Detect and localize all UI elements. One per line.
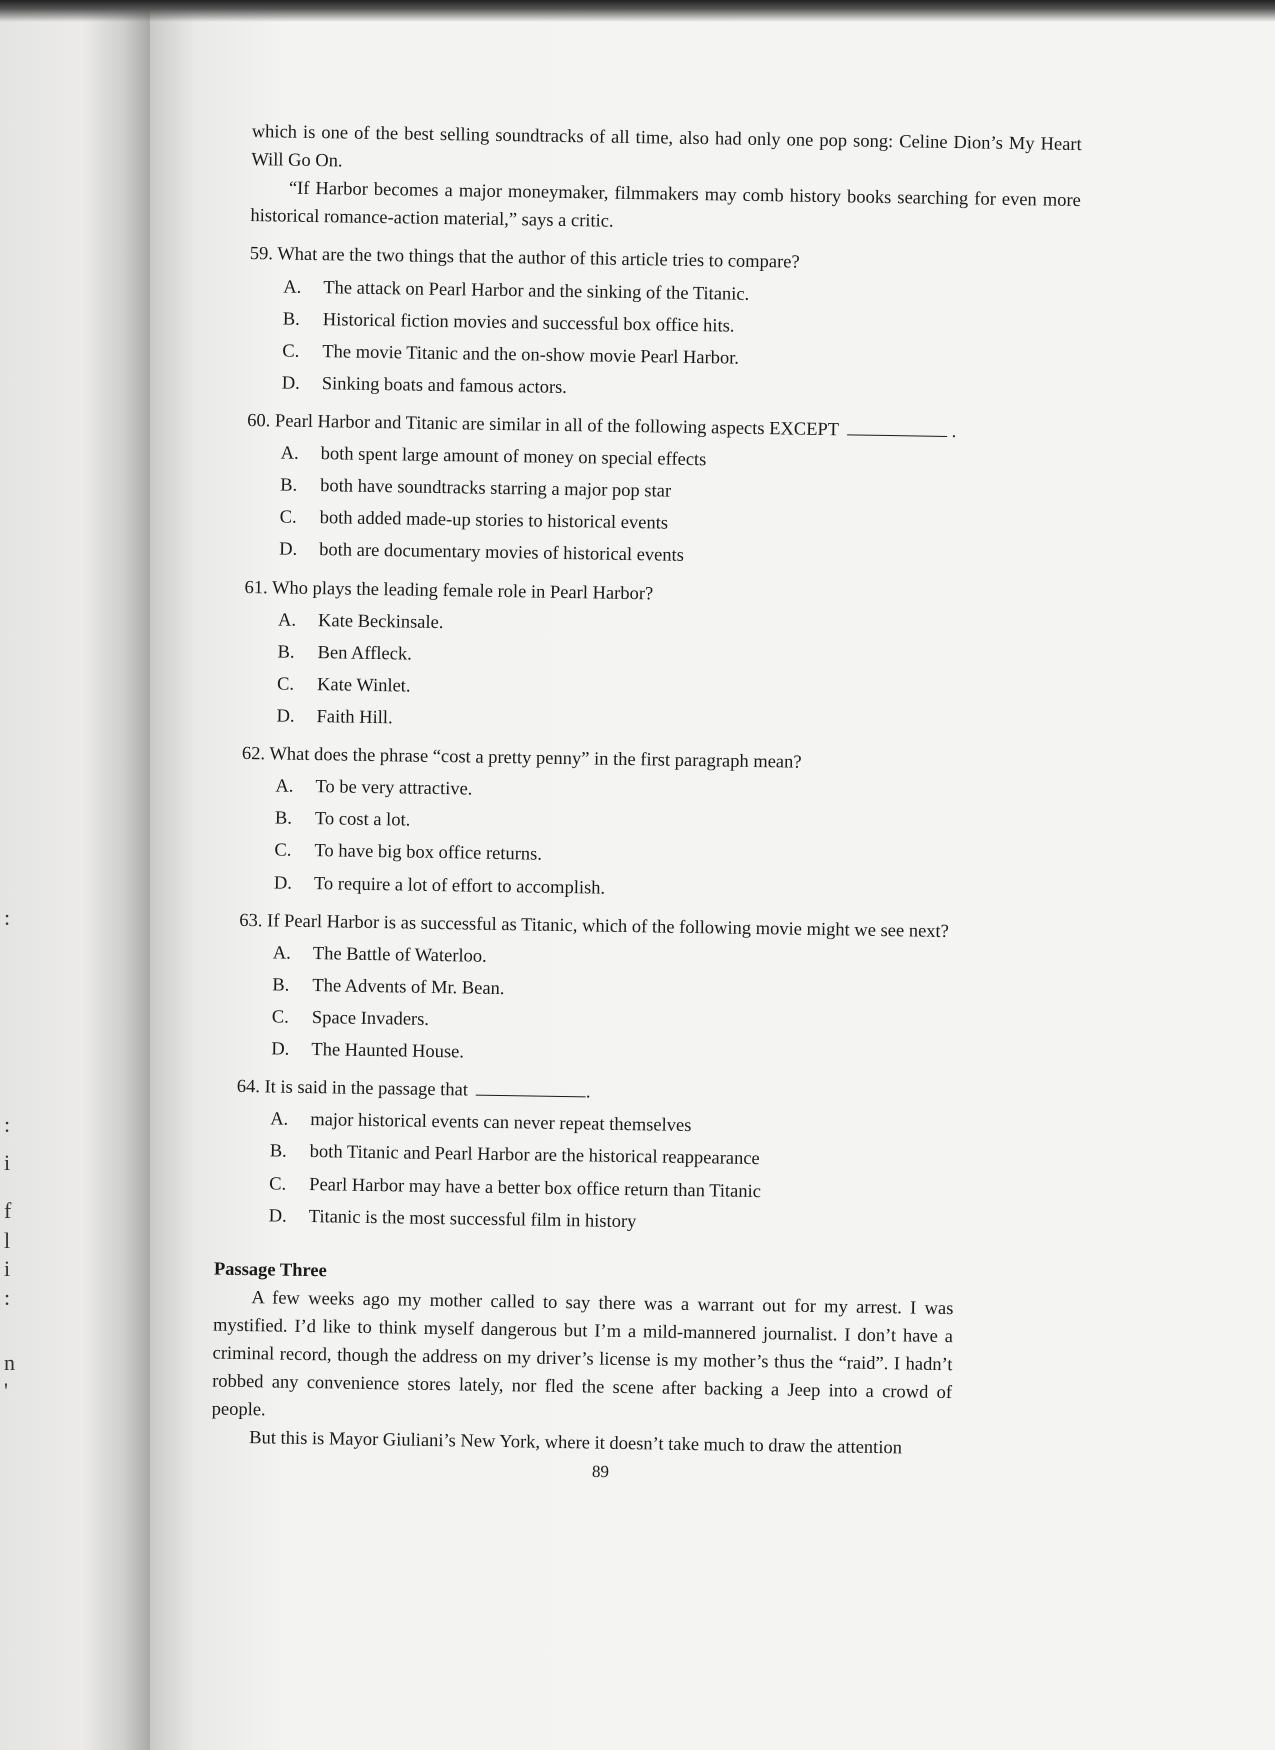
option-letter: B. bbox=[280, 475, 298, 496]
option-text: The attack on Pearl Harbor and the sinking of the Titanic. bbox=[323, 277, 750, 305]
question-64 bbox=[235, 1073, 1067, 1243]
option-text: Titanic is the most successful film in history bbox=[308, 1206, 637, 1232]
option-letter: A. bbox=[283, 277, 302, 298]
options-list bbox=[240, 772, 1072, 909]
question-number: 59. bbox=[249, 244, 274, 265]
option-text: Kate Winlet. bbox=[316, 674, 411, 697]
margin-char: ' bbox=[4, 1378, 8, 1403]
margin-char: f bbox=[4, 1198, 12, 1223]
options-list bbox=[245, 439, 1077, 576]
passage-paragraph-1: A few weeks ago my mother called to say there was a warrant out for my arrest. I was mystified. I’d like to think myself dangerous but I’m a mild-mannered journalist. I don’t have a criminal record, though the address on my driver’s license is my mother’s thus the “raid”. I hadn’t robbed any convenience stores lately, nor fled the scene after backing a Jeep into a crowd of people. bbox=[211, 1287, 954, 1421]
option-letter: C. bbox=[271, 1007, 289, 1028]
option-letter: D. bbox=[273, 872, 293, 894]
option-letter: C. bbox=[276, 674, 295, 695]
option-letter: C. bbox=[279, 507, 297, 529]
options-list bbox=[248, 273, 1080, 410]
option-text: both added made-up stories to historical events bbox=[319, 508, 669, 534]
option-letter: C. bbox=[274, 840, 292, 862]
option-text: Sinking boats and famous actors. bbox=[321, 374, 568, 398]
margin-char: : bbox=[4, 1112, 11, 1137]
passage-three bbox=[211, 1256, 1064, 1466]
option-text: Kate Beckinsale. bbox=[317, 610, 444, 633]
question-number: 62. bbox=[241, 744, 266, 765]
option-text: The Haunted House. bbox=[311, 1040, 465, 1063]
option-letter: D. bbox=[281, 373, 300, 394]
question-stem: Who plays the leading female role in Pearl Harbor? bbox=[271, 577, 654, 604]
option-text: both are documentary movies of historical events bbox=[319, 540, 685, 567]
question-stem: What does the phrase “cost a pretty penny” in the first paragraph mean? bbox=[269, 744, 802, 773]
option-letter: A. bbox=[270, 1109, 289, 1130]
option-text: The Battle of Waterloo. bbox=[312, 943, 487, 967]
margin-char: l bbox=[4, 1228, 11, 1253]
option-text: both have soundtracks starring a major pop star bbox=[320, 476, 672, 502]
margin-char: n bbox=[4, 1350, 15, 1375]
option-letter: B. bbox=[272, 975, 290, 996]
scan-top-shadow bbox=[0, 0, 1275, 22]
question-stem: If Pearl Harbor is as successful as Titanic, which of the following movie might we see next? bbox=[266, 910, 949, 942]
option-letter: C. bbox=[282, 341, 300, 362]
passage-paragraph-2: But this is Mayor Giuliani’s New York, where it doesn’t take much to draw the attention bbox=[249, 1428, 903, 1459]
option-letter: D. bbox=[268, 1206, 287, 1227]
option-text: To have big box office returns. bbox=[314, 841, 543, 866]
option-letter: B. bbox=[277, 642, 295, 663]
option-letter: D. bbox=[276, 706, 295, 727]
option-text: both Titanic and Pearl Harbor are the historical reappearance bbox=[309, 1142, 760, 1170]
left-page-margin-characters bbox=[4, 0, 24, 1750]
question-60 bbox=[245, 407, 1077, 577]
page-content bbox=[211, 118, 1082, 1465]
option-text: To require a lot of effort to accomplish. bbox=[313, 873, 606, 899]
margin-char: i bbox=[4, 1150, 11, 1175]
margin-char: : bbox=[4, 1285, 11, 1310]
option-letter: A. bbox=[275, 776, 294, 797]
option-text: The movie Titanic and the on-show movie Pearl Harbor. bbox=[322, 341, 740, 369]
margin-char: i bbox=[4, 1256, 11, 1281]
question-stem: It is said in the passage that bbox=[264, 1077, 469, 1101]
question-stem-end: . bbox=[951, 422, 957, 443]
page-number: 89 bbox=[591, 1461, 610, 1482]
option-letter: D. bbox=[271, 1039, 290, 1060]
option-letter: D. bbox=[279, 539, 298, 561]
question-59 bbox=[248, 240, 1080, 410]
question-number: 63. bbox=[239, 910, 263, 931]
option-letter: A. bbox=[277, 610, 297, 631]
option-text: Space Invaders. bbox=[311, 1008, 430, 1030]
options-list bbox=[242, 606, 1074, 743]
option-text: Faith Hill. bbox=[316, 707, 393, 729]
option-letter: C. bbox=[269, 1173, 287, 1195]
option-text: To be very attractive. bbox=[315, 777, 473, 800]
passage-title: Passage Three bbox=[213, 1259, 327, 1282]
intro-paragraph-2: “If Harbor becomes a major moneymaker, filmmakers may comb history books searching for even more historical romance-action material,” says a critic. bbox=[250, 178, 1081, 233]
option-text: major historical events can never repeat themselves bbox=[310, 1110, 692, 1137]
option-text: Ben Affleck. bbox=[317, 642, 412, 665]
answer-blank[interactable] bbox=[476, 1081, 586, 1098]
option-letter: B. bbox=[274, 808, 293, 830]
options-list bbox=[235, 1105, 1067, 1242]
option-letter: A. bbox=[272, 943, 292, 964]
option-letter: A. bbox=[280, 443, 299, 464]
intro-paragraph-1: which is one of the best selling soundtracks of all time, also had only one pop song: Celine Dion’s My Heart Will Go On. bbox=[251, 121, 1082, 172]
question-63 bbox=[237, 907, 1069, 1077]
option-text: To cost a lot. bbox=[314, 809, 411, 831]
option-letter: B. bbox=[269, 1141, 287, 1163]
options-list bbox=[237, 939, 1069, 1076]
option-text: Pearl Harbor may have a better box office return than Titanic bbox=[309, 1174, 762, 1202]
option-text: The Advents of Mr. Bean. bbox=[312, 975, 505, 999]
question-stem: What are the two things that the author of this article tries to compare? bbox=[277, 244, 800, 274]
question-stem: Pearl Harbor and Titanic are similar in all of the following aspects EXCEPT bbox=[274, 411, 840, 441]
question-stem-end: . bbox=[585, 1082, 591, 1103]
question-number: 60. bbox=[247, 410, 271, 432]
question-number: 61. bbox=[244, 577, 268, 598]
option-text: Historical fiction movies and successful box office hits. bbox=[322, 309, 735, 337]
question-62 bbox=[240, 740, 1072, 910]
question-number: 64. bbox=[236, 1077, 261, 1098]
option-letter: B. bbox=[282, 309, 300, 330]
answer-blank[interactable] bbox=[847, 420, 947, 437]
option-text: both spent large amount of money on special effects bbox=[320, 444, 707, 471]
question-61 bbox=[242, 573, 1074, 743]
margin-char: : bbox=[4, 905, 11, 930]
